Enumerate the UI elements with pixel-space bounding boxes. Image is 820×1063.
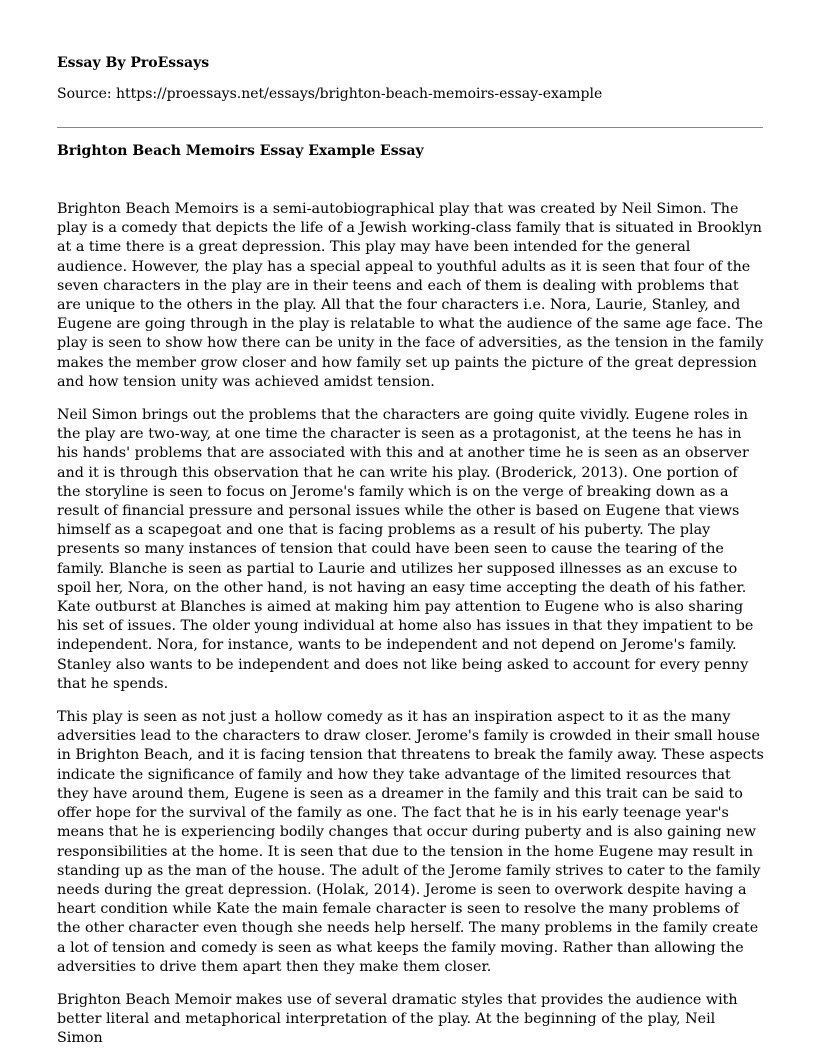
document-header-title: Essay By ProEssays [57, 55, 210, 71]
paragraph-3: This play is seen as not just a hollow comedy as it has an inspiration aspect to it as the many adversities lead to the characters to draw closer. Jerome's family is crowded in their small house in Brighton Beach, and it is facing tension that threatens to break the family away. These aspects indicate the significance of family and how they take advantage of the limited resources that they have around them, Eugene is seen as a dreamer in the family and this trait can be said to offer hope for the survival of the family as one. The fact that he is in his early teenage year's means that he is experiencing bodily changes that occur during puberty and is also gaining new responsibilities at the home. It is seen that due to the tension in the home Eugene may result in standing up as the man of the house. The adult of the Jerome family strives to cater to the family needs during the great depression. (Holak, 2014). Jerome is seen to overwork despite having a heart condition while Kate the main female character is seen to resolve the many problems of the other character even though she needs help herself. The many problems in the family create a lot of tension and comedy is seen as what keeps the family moving. Rather than allowing the adversities to drive them apart then they make them closer. [57, 709, 764, 975]
divider [57, 127, 763, 128]
essay-title: Brighton Beach Memoirs Essay Example Essay [57, 143, 424, 159]
essay-body [57, 200, 765, 1063]
paragraph-4: Brighton Beach Memoir makes use of several dramatic styles that provides the audience with better literal and metaphorical interpretation of the play. At the beginning of the play, Neil Simon [57, 991, 738, 1047]
source-line: Source: https://proessays.net/essays/brighton-beach-memoirs-essay-example [57, 86, 603, 102]
paragraph-1: Brighton Beach Memoirs is a semi-autobiographical play that was created by Neil Simon. The play is a comedy that depicts the life of a Jewish working-class family that is situated in Brooklyn at a time there is a great depression. This play may have been intended for the general audience. However, the play has a special appeal to youthful adults as it is seen that four of the seven characters in the play are in their teens and each of them is dealing with problems that are unique to the others in the play. All that the four characters i.e. Nora, Laurie, Stanley, and Eugene are going through in the play is relatable to what the audience of the same age face. The play is seen to show how there can be unity in the face of adversities, as the tension in the family makes the member grow closer and how family set up paints the picture of the great depression and how tension unity was achieved amidst tension. [57, 201, 764, 390]
paragraph-2: Neil Simon brings out the problems that the characters are going quite vividly. Eugene roles in the play are two-way, at one time the character is seen as a protagonist, at the teens he has in his hands' problems that are associated with this and at another time he is seen as an observer and it is through this observation that he can write his play. (Broderick, 2013). One portion of the storyline is seen to focus on Jerome's family which is on the verge of breaking down as a result of financial pressure and personal issues while the other is based on Eugene that views himself as a scapegoat and one that is facing problems as a result of his puberty. The play presents so many instances of tension that could have been seen to cause the tearing of the family. Blanche is seen as partial to Laurie and utilizes her supposed illnesses as an excuse to spoil her, Nora, on the other hand, is not having an easy time accepting the death of his father. Kate outburst at Blanches is aimed at making him pay attention to Eugene who is also sharing his set of issues. The older young individual at home also has issues in that they impatient to be independent. Nora, for instance, wants to be independent and not depend on Jerome's family. Stanley also wants to be independent and does not like being asked to account for every penny that he spends. [57, 407, 754, 692]
